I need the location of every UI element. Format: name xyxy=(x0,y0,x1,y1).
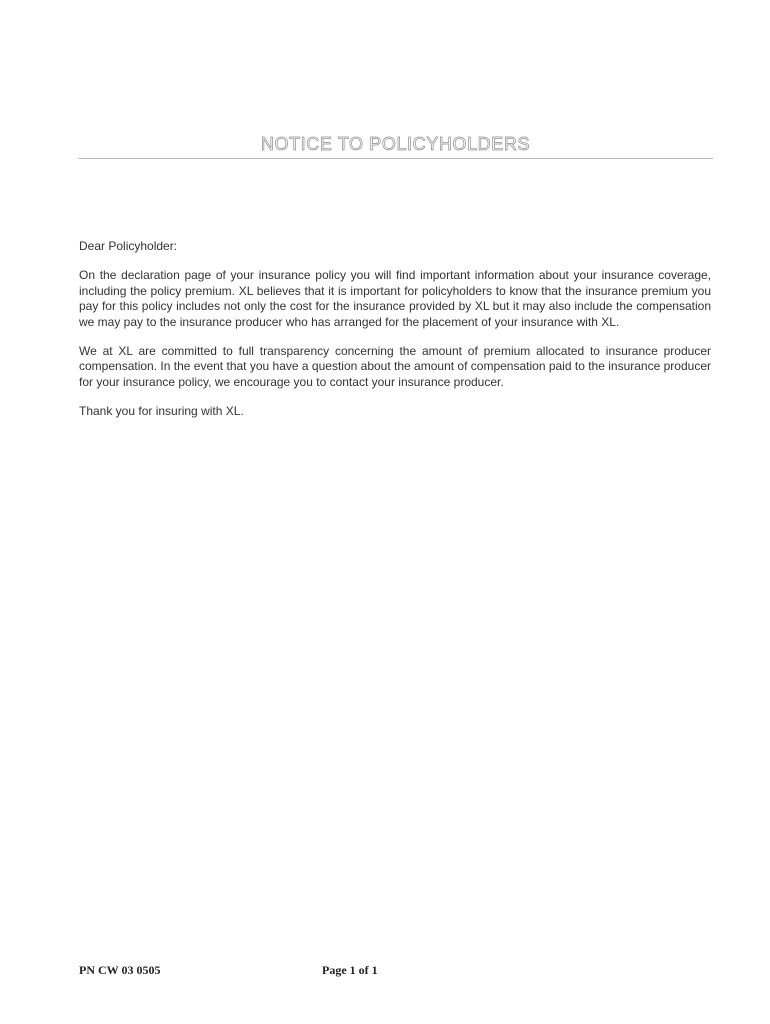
document-title: NOTICE TO POLICYHOLDERS xyxy=(260,134,531,154)
paragraph-thank-you: Thank you for insuring with XL. xyxy=(79,404,244,419)
salutation: Dear Policyholder: xyxy=(79,239,178,253)
paragraph-transparency: We at XL are committed to full transparency concerning the amount of premium allocated to insurance producer compensation. In the event that you have a question about the amount of compensation paid to the insurance producer for your insurance policy, we encourage you to contact your insurance producer. xyxy=(79,344,711,389)
title-divider xyxy=(78,158,713,159)
footer-page-number: Page 1 of 1 xyxy=(322,963,378,977)
footer-form-number: PN CW 03 0505 xyxy=(79,963,161,977)
letter-body xyxy=(79,239,711,434)
paragraph-premium-info: On the declaration page of your insurance policy you will find important information about your insurance coverage, including the policy premium. XL believes that it is important for policyholders to know that the insurance premium you pay for this policy includes not only the cost for the insurance provided by XL but it may also include the compensation we may pay to the insurance producer who has arranged for the placement of your insurance with XL. xyxy=(79,268,711,329)
